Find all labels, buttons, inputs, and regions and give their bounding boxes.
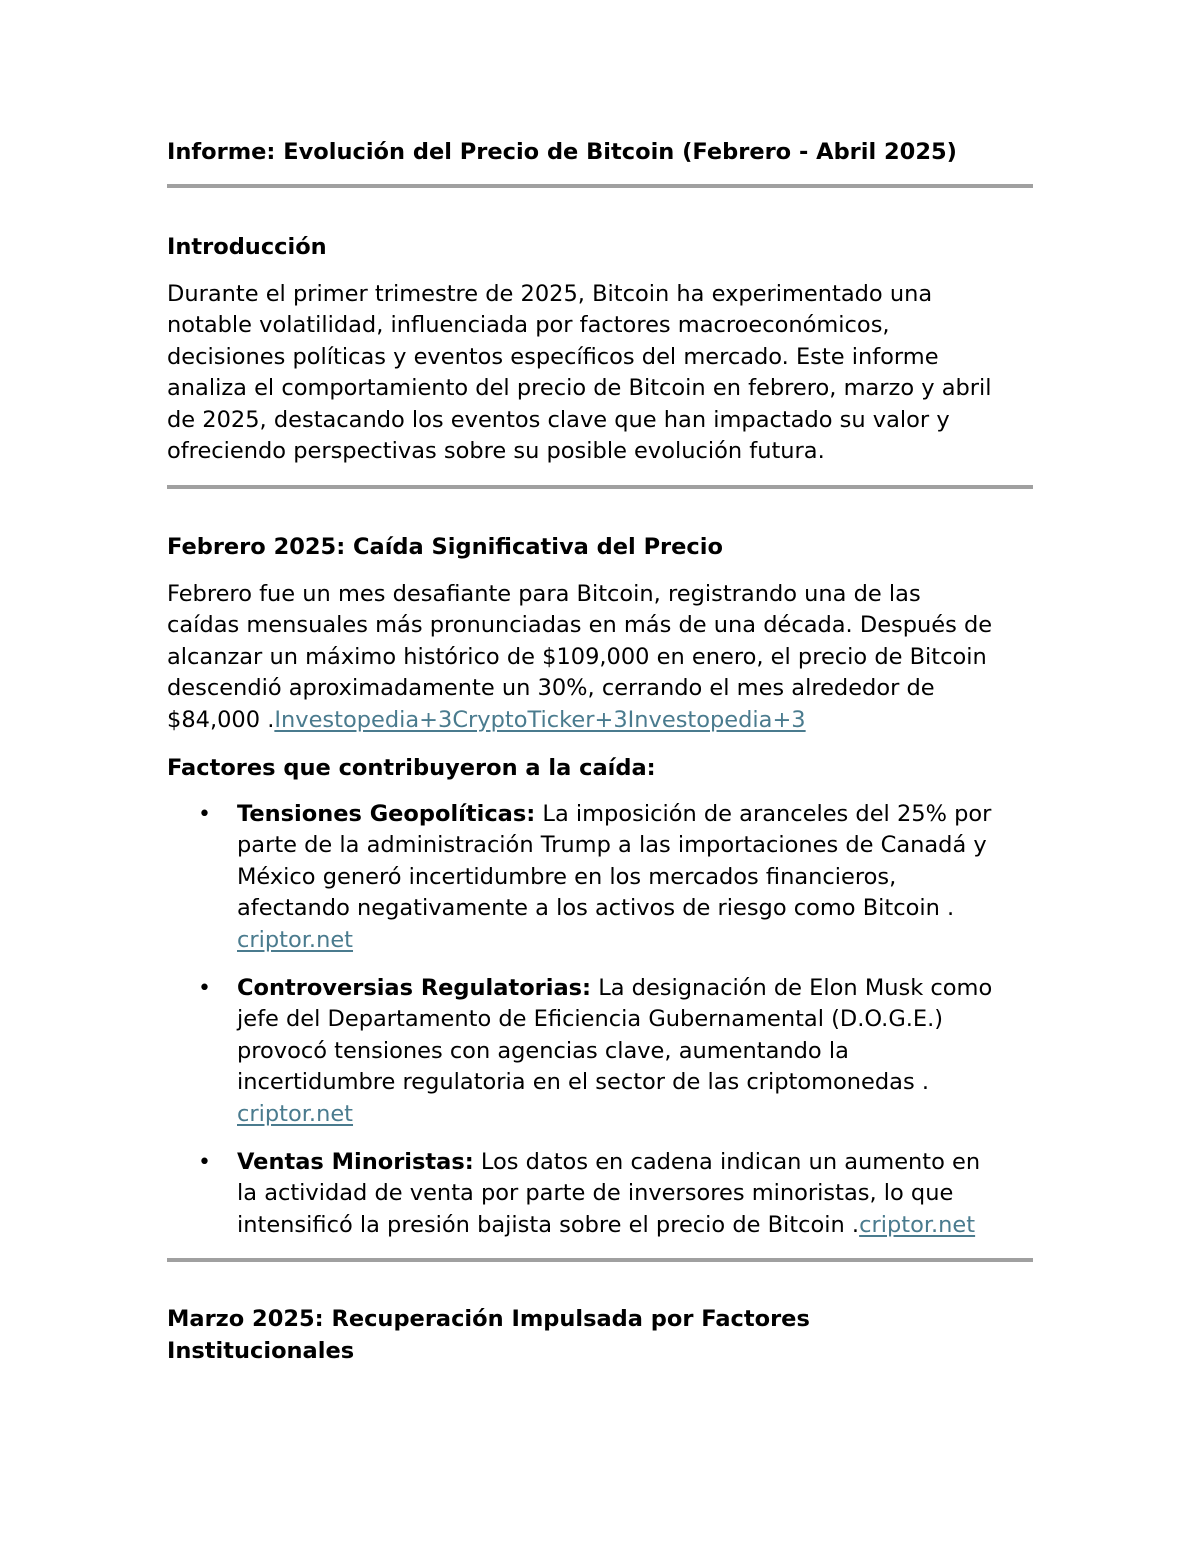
- text-line: incertidumbre regulatoria en el sector de las criptomonedas .: [237, 1069, 929, 1096]
- horizontal-rule: [167, 1258, 1033, 1262]
- horizontal-rule: [167, 184, 1033, 188]
- bullet-icon: •: [198, 1150, 211, 1175]
- text-line: la actividad de venta por parte de inversores minoristas, lo que: [237, 1180, 954, 1207]
- text-line: ofreciendo perspectivas sobre su posible evolución futura.: [167, 438, 825, 465]
- march-heading: [167, 1303, 810, 1367]
- document-title: Informe: Evolución del Precio de Bitcoin (Febrero - Abril 2025): [167, 139, 957, 165]
- source-link-criptor[interactable]: criptor.net: [237, 926, 354, 953]
- text-line: [237, 1099, 1033, 1130]
- text-line: analiza el comportamiento del precio de Bitcoin en febrero, marzo y abril: [167, 375, 992, 402]
- list-item-text: [237, 973, 1033, 1130]
- text-line: Durante el primer trimestre de 2025, Bitcoin ha experimentado una: [167, 281, 933, 307]
- text-line: alcanzar un máximo histórico de $109,000 en enero, el precio de Bitcoin: [167, 643, 987, 670]
- horizontal-rule: [167, 485, 1033, 489]
- factors-heading: Factores que contribuyeron a la caída:: [167, 755, 656, 781]
- item-text: Los datos en cadena indican un aumento en: [473, 1149, 981, 1175]
- item-text: intensificó la presión bajista sobre el precio de Bitcoin .: [237, 1211, 860, 1238]
- text-line: [237, 925, 1033, 956]
- text-line: provocó tensiones con agencias clave, aumentando la: [237, 1037, 849, 1064]
- text-line: [237, 1147, 1033, 1178]
- text-line: [167, 705, 1033, 736]
- item-label: Tensiones Geopolíticas:: [237, 801, 536, 827]
- price-text: $84,000 .: [167, 706, 275, 733]
- text-line: Febrero fue un mes desafiante para Bitcoin, registrando una de las: [167, 581, 921, 607]
- list-item-text: [237, 799, 1033, 956]
- bullet-icon: •: [198, 802, 211, 827]
- text-line: [237, 1210, 1033, 1241]
- intro-paragraph: [167, 279, 1033, 467]
- text-line: parte de la administración Trump a las importaciones de Canadá y: [237, 832, 987, 859]
- text-line: decisiones políticas y eventos específicos del mercado. Este informe: [167, 343, 939, 370]
- item-label: Controversias Regulatorias:: [237, 975, 592, 1001]
- item-label: Ventas Minoristas:: [237, 1149, 474, 1175]
- heading-line: Institucionales: [167, 1338, 355, 1364]
- text-line: de 2025, destacando los eventos clave que han impactado su valor y: [167, 406, 950, 433]
- source-link-investopedia[interactable]: Investopedia+3CryptoTicker+3Investopedia+3: [274, 706, 806, 733]
- text-line: jefe del Departamento de Eficiencia Gubernamental (D.O.G.E.): [237, 1006, 944, 1033]
- item-text: La designación de Elon Musk como: [591, 975, 993, 1001]
- february-heading: Febrero 2025: Caída Significativa del Precio: [167, 534, 723, 560]
- source-link-criptor[interactable]: criptor.net: [237, 1100, 354, 1127]
- text-line: [237, 799, 1033, 830]
- text-line: descendió aproximadamente un 30%, cerrando el mes alrededor de: [167, 675, 935, 702]
- intro-heading: Introducción: [167, 234, 327, 260]
- list-item-text: [237, 1147, 1033, 1241]
- item-text: La imposición de aranceles del 25% por: [535, 801, 992, 827]
- heading-line: Marzo 2025: Recuperación Impulsada por Factores: [167, 1306, 810, 1332]
- text-line: notable volatilidad, influenciada por factores macroeconómicos,: [167, 312, 890, 339]
- text-line: [237, 973, 1033, 1004]
- text-line: afectando negativamente a los activos de riesgo como Bitcoin .: [237, 895, 955, 922]
- february-paragraph: [167, 579, 1033, 736]
- source-link-criptor[interactable]: criptor.net: [859, 1211, 976, 1238]
- text-line: México generó incertidumbre en los mercados financieros,: [237, 863, 897, 890]
- bullet-icon: •: [198, 976, 211, 1001]
- text-line: caídas mensuales más pronunciadas en más de una década. Después de: [167, 612, 993, 639]
